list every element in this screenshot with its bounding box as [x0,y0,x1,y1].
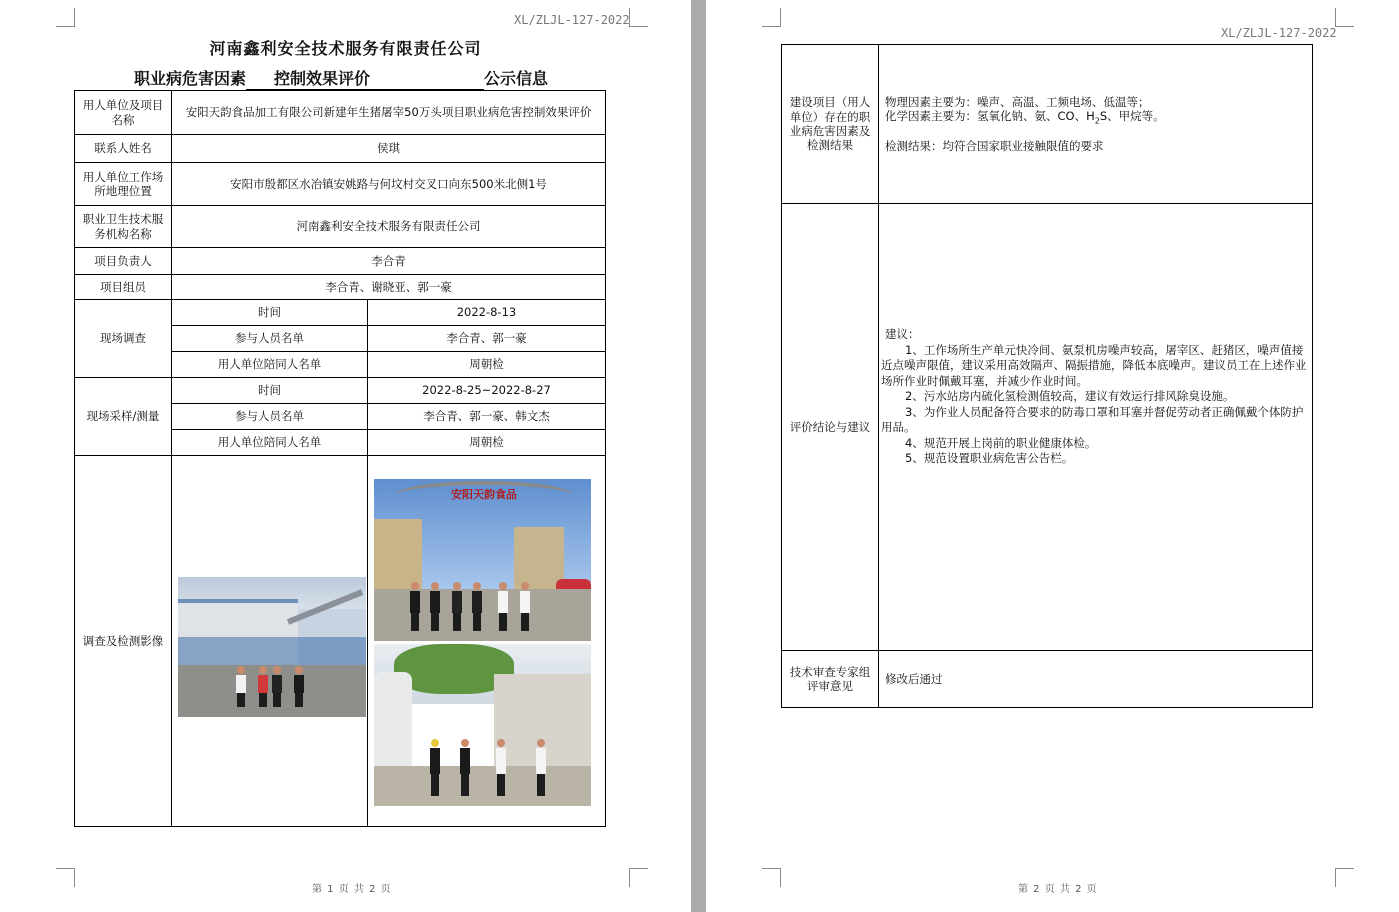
team-value: 李合青、谢晓亚、郭一豪 [172,275,606,300]
location-value: 安阳市殷都区水冶镇安姚路与何坟村交叉口向东500米北侧1号 [172,163,606,206]
survey-people-value: 李合青、郭一豪 [368,326,606,352]
van [374,672,412,772]
site-photo-sampling [374,644,591,806]
org-value: 河南鑫利安全技术服务有限责任公司 [172,206,606,248]
crop-mark [1335,868,1354,887]
crop-mark [56,868,75,887]
conclusion-content [879,204,1313,651]
subtitle-prefix: 职业病危害因素 [134,69,247,88]
conclusion-label: 评价结论与建议 [782,204,879,651]
hazard-chemical: 化学因素主要为：氢氧化钠、氨、CO、$H_2S$、甲烷等。 [885,109,1165,126]
evaluation-table [781,44,1313,708]
sampling-people-value: 李合青、郭一豪、韩文杰 [368,404,606,430]
gate-sign: 安阳天韵食品 [394,481,574,511]
sampling-escort-label: 用人单位陪同人名单 [172,430,368,456]
crop-mark [629,868,648,887]
document-subtitle [134,66,548,90]
review-label: 技术审查专家组评审意见 [782,651,879,708]
crop-mark [56,8,75,27]
hazard-label: 建设项目（用人单位）存在的职业病危害因素及检测结果 [782,45,879,204]
sampling-time-label: 时间 [172,378,368,404]
survey-escort-label: 用人单位陪同人名单 [172,352,368,378]
review-value: 修改后通过 [879,651,1313,708]
sampling-label: 现场采样/测量 [75,378,172,456]
team-label: 项目组员 [75,275,172,300]
org-label: 职业卫生技术服务机构名称 [75,206,172,248]
suggestion-item: 2、污水站房内硫化氢检测值较高，建议有效运行排风除臭设施。 [905,389,1235,404]
document-number: XL/ZLJL-127-2022 [1221,26,1337,40]
contact-label: 联系人姓名 [75,135,172,163]
suggestions-title: 建议： [885,327,920,342]
crop-mark [762,868,781,887]
suggestion-item: 3、为作业人员配备符合要求的防毒口罩和耳塞并督促劳动者正确佩戴个体防护用品。 [881,404,1304,435]
project-value: 安阳天韵食品加工有限公司新建年生猪屠宰50万头项目职业病危害控制效果评价 [172,91,606,135]
survey-time-label: 时间 [172,300,368,326]
survey-label: 现场调查 [75,300,172,378]
survey-time-value: 2022-8-13 [368,300,606,326]
site-photo-gate [374,479,591,641]
sampling-people-label: 参与人员名单 [172,404,368,430]
page-footer: 第 2 页 共 2 页 [1018,884,1098,895]
document-number: XL/ZLJL-127-2022 [514,13,630,27]
leader-label: 项目负责人 [75,248,172,275]
company-title: 河南鑫利安全技术服务有限责任公司 [209,39,482,58]
leader-value: 李合青 [172,248,606,275]
hazard-content [879,45,1313,204]
page-1 [0,0,691,912]
crop-mark [762,8,781,27]
images-label: 调查及检测影像 [75,456,172,827]
sampling-time-value: 2022-8-25~2022-8-27 [368,378,606,404]
page-footer: 第 1 页 共 2 页 [312,884,392,895]
crop-mark [1335,8,1354,27]
survey-escort-value: 周朝检 [368,352,606,378]
suggestion-item: 4、规范开展上岗前的职业健康体检。 [905,435,1097,450]
suggestion-item: 1、工作场所生产单元快冷间、氨泵机房噪声较高，屠宰区、赶猪区，噪声值接近点噪声限值，建议采用高效隔声、隔振措施，降低本底噪声。建议员工在上述作业场所作业时佩戴耳塞，并减少作业时间。 [881,342,1307,388]
hazard-physical: 物理因素主要为：噪声、高温、工频电场、低温等； [885,94,1150,109]
survey-people-label: 参与人员名单 [172,326,368,352]
sampling-escort-value: 周朝检 [368,430,606,456]
contact-value: 侯琪 [172,135,606,163]
subtitle-suffix: 公示信息 [484,69,549,88]
project-label: 用人单位及项目名称 [75,91,172,135]
hazard-result: 检测结果：均符合国家职业接触限值的要求 [885,138,1104,153]
location-label: 用人单位工作场所地理位置 [75,163,172,206]
crop-mark [629,8,648,27]
subtitle-underlined: 控制效果评价 [246,66,484,90]
site-photo-warehouse [178,577,366,717]
suggestion-item: 5、规范设置职业病危害公告栏。 [905,451,1074,466]
